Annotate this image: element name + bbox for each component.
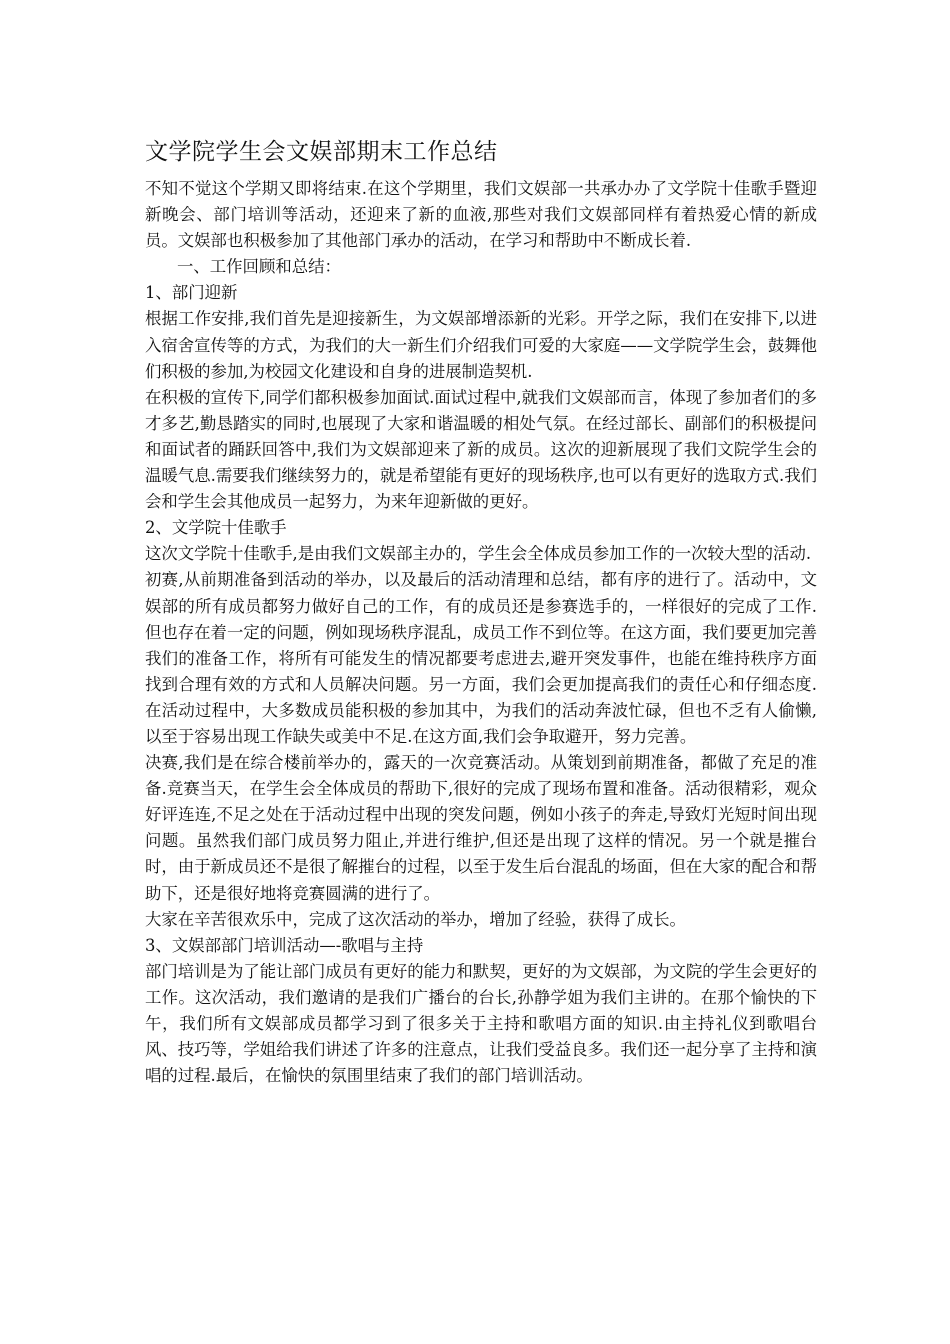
document-body xyxy=(145,136,817,1089)
section-heading-2: 2、文学院十佳歌手 xyxy=(145,518,287,538)
intro-paragraph: 不知不觉这个学期又即将结束.在这个学期里，我们文娱部一共承办办了文学院十佳歌手暨迎新晚会、部门培训等活动，还迎来了新的血液,那些对我们文娱部同样有着热爱心情的新成员。文娱部也积极参加了其他部门承办的活动，在学习和帮助中不断成长着. xyxy=(145,179,817,251)
section-2-paragraph-1: 这次文学院十佳歌手,是由我们文娱部主办的，学生会全体成员参加工作的一次较大型的活动. xyxy=(145,544,812,564)
section-heading-1: 1、部门迎新 xyxy=(145,283,238,303)
section-heading-main: 一、工作回顾和总结： xyxy=(177,257,341,277)
section-2-paragraph-2: 初赛,从前期准备到活动的举办，以及最后的活动清理和总结，都有序的进行了。活动中，文娱部的所有成员都努力做好自己的工作，有的成员还是参赛选手的，一样很好的完成了工作.但也存在着一定的问题，例如现场秩序混乱，成员工作不到位等。在这方面，我们要更加完善我们的准备工作，将所有可能发生的情况都要考虑进去,避开突发事件，也能在维持秩序方面找到合理有效的方式和人员解决问题。另一方面，我们会更加提高我们的责任心和仔细态度.在活动过程中，大多数成员能积极的参加其中，为我们的活动奔波忙碌，但也不乏有人偷懒,以至于容易出现工作缺失或美中不足.在这方面,我们会争取避开，努力完善。 xyxy=(145,570,818,746)
section-heading-3: 3、文娱部部门培训活动—-歌唱与主持 xyxy=(145,935,424,955)
section-1-paragraph-1: 根据工作安排,我们首先是迎接新生，为文娱部增添新的光彩。开学之际，我们在安排下,以进入宿舍宣传等的方式，为我们的大一新生们介绍我们可爱的大家庭——文学院学生会，鼓舞他们积极的参加,为校园文化建设和自身的进展制造契机. xyxy=(145,309,818,381)
section-3-paragraph-1: 部门培训是为了能让部门成员有更好的能力和默契，更好的为文娱部，为文院的学生会更好的工作。这次活动，我们邀请的是我们广播台的台长,孙静学姐为我们主讲的。在那个愉快的下午，我们所有文娱部成员都学习到了很多关于主持和歌唱方面的知识.由主持礼仪到歌唱台风、技巧等，学姐给我们讲述了许多的注意点，让我们受益良多。我们还一起分享了主持和演唱的过程.最后，在愉快的氛围里结束了我们的部门培训活动。 xyxy=(145,961,818,1086)
section-2-paragraph-4: 大家在辛苦很欢乐中，完成了这次活动的举办，增加了经验，获得了成长。 xyxy=(145,909,686,929)
document-title: 文学院学生会文娱部期末工作总结 xyxy=(145,139,498,165)
section-2-paragraph-3: 决赛,我们是在综合楼前举办的，露天的一次竞赛活动。从策划到前期准备，都做了充足的准备.竞赛当天，在学生会全体成员的帮助下,很好的完成了现场布置和准备。活动很精彩，观众好评连连,不足之处在于活动过程中出现的突发问题，例如小孩子的奔走,导致灯光短时间出现问题。虽然我们部门成员努力阻止,并进行维护,但还是出现了这样的情况。另一个就是摧台时，由于新成员还不是很了解摧台的过程，以至于发生后台混乱的场面，但在大家的配合和帮助下，还是很好地将竞赛圆满的进行了。 xyxy=(145,753,818,903)
section-1-paragraph-2: 在积极的宣传下,同学们都积极参加面试.面试过程中,就我们文娱部而言，体现了参加者们的多才多艺,勤恳踏实的同时,也展现了大家和谐温暖的相处气氛。在经过部长、副部们的积极提问和面试者的踊跃回答中,我们为文娱部迎来了新的成员。这次的迎新展现了我们文院学生会的温暖气息.需要我们继续努力的，就是希望能有更好的现场秩序,也可以有更好的选取方式.我们会和学生会其他成员一起努力，为来年迎新做的更好。 xyxy=(145,387,817,512)
